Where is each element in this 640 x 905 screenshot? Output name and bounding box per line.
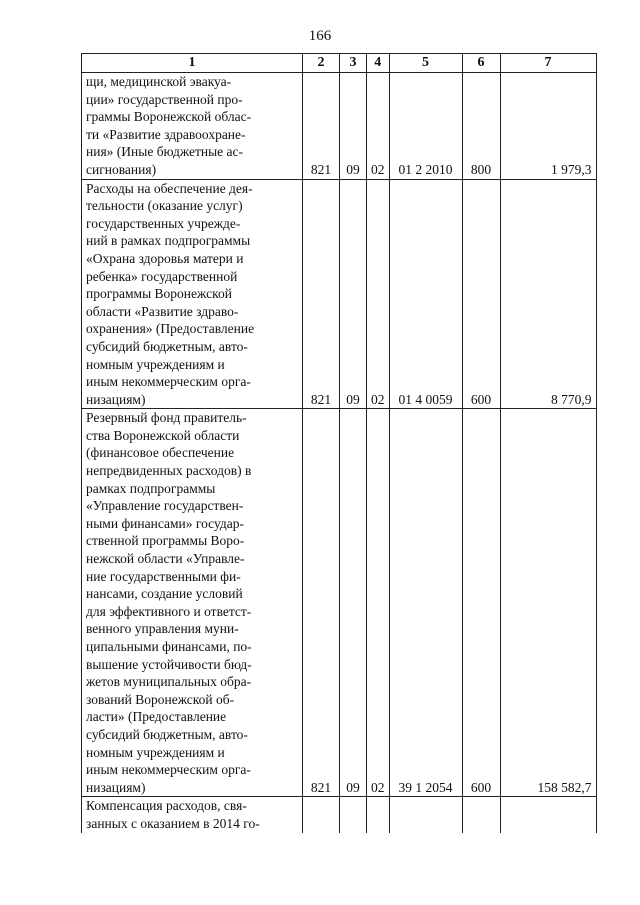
subsection-code-cell: 02 bbox=[367, 409, 390, 797]
description-line: ребенка» государственной bbox=[86, 268, 238, 284]
header-col-3: 3 bbox=[340, 54, 367, 73]
description-line: номным учреждениям и bbox=[86, 356, 225, 372]
description-line: тельности (оказание услуг) bbox=[86, 198, 243, 214]
table-row bbox=[82, 179, 597, 409]
budget-table bbox=[81, 53, 597, 833]
description-line: венного управления муни- bbox=[86, 621, 239, 637]
description-line: ние государственными фи- bbox=[86, 568, 241, 584]
target-article-code-cell: 39 1 2054 bbox=[389, 409, 462, 797]
header-col-4: 4 bbox=[367, 54, 390, 73]
table-row bbox=[82, 73, 597, 180]
expense-description bbox=[82, 179, 303, 409]
description-line: области «Развитие здраво- bbox=[86, 303, 239, 319]
description-line: номным учреждениям и bbox=[86, 744, 225, 760]
section-code-cell: 09 bbox=[340, 73, 367, 180]
header-col-1: 1 bbox=[82, 54, 303, 73]
description-line: рамках подпрограммы bbox=[86, 480, 216, 496]
description-line: щи, медицинской эвакуа- bbox=[86, 74, 232, 89]
description-line: ти «Развитие здравоохране- bbox=[86, 126, 246, 142]
description-line: ласти» (Предоставление bbox=[86, 709, 227, 725]
subsection-code-cell: 02 bbox=[367, 179, 390, 409]
amount-cell: 1 979,3 bbox=[500, 73, 596, 180]
description-line: ственной программы Воро- bbox=[86, 533, 245, 549]
ministry-code-cell: 821 bbox=[303, 179, 340, 409]
description-line: занных с оказанием в 2014 го- bbox=[86, 815, 260, 831]
description-line: охранения» (Предоставление bbox=[86, 321, 255, 337]
page-number: 166 bbox=[308, 28, 332, 44]
header-col-5: 5 bbox=[389, 54, 462, 73]
description-line: иным некоммерческим орга- bbox=[86, 374, 251, 390]
description-line: Резервный фонд правитель- bbox=[86, 410, 247, 426]
description-line: низациям) bbox=[86, 391, 146, 407]
expense-description bbox=[82, 73, 303, 180]
description-line: зований Воронежской об- bbox=[86, 691, 235, 707]
description-line: ными финансами» государ- bbox=[86, 515, 244, 531]
subsection-code-cell bbox=[367, 797, 390, 833]
description-line: для эффективного и ответст- bbox=[86, 603, 252, 619]
description-line: субсидий бюджетным, авто- bbox=[86, 338, 248, 354]
section-code-cell bbox=[340, 797, 367, 833]
description-line: (финансовое обеспечение bbox=[86, 445, 235, 461]
description-line: ний в рамках подпрограммы bbox=[86, 233, 251, 249]
description-line: «Управление государствен- bbox=[86, 498, 244, 514]
section-code-cell: 09 bbox=[340, 409, 367, 797]
description-line: нансами, создание условий bbox=[86, 586, 243, 602]
ministry-code-cell bbox=[303, 797, 340, 833]
table-row bbox=[82, 797, 597, 833]
header-col-7: 7 bbox=[500, 54, 596, 73]
amount-cell: 8 770,9 bbox=[500, 179, 596, 409]
description-line: государственных учрежде- bbox=[86, 215, 241, 231]
description-line: программы Воронежской bbox=[86, 286, 232, 302]
subsection-code-cell: 02 bbox=[367, 73, 390, 180]
description-line: субсидий бюджетным, авто- bbox=[86, 726, 248, 742]
description-line: жетов муниципальных обра- bbox=[86, 674, 252, 690]
description-line: Компенсация расходов, свя- bbox=[86, 798, 247, 814]
expense-description bbox=[82, 409, 303, 797]
header-col-6: 6 bbox=[462, 54, 500, 73]
ministry-code-cell: 821 bbox=[303, 73, 340, 180]
description-line: сигнования) bbox=[86, 161, 157, 177]
section-code-cell: 09 bbox=[340, 179, 367, 409]
description-line: Расходы на обеспечение дея- bbox=[86, 180, 253, 196]
expense-type-code-cell bbox=[462, 797, 500, 833]
description-line: ции» государственной про- bbox=[86, 91, 243, 107]
description-line: непредвиденных расходов) в bbox=[86, 463, 252, 479]
target-article-code-cell: 01 2 2010 bbox=[389, 73, 462, 180]
header-col-2: 2 bbox=[303, 54, 340, 73]
target-article-code-cell bbox=[389, 797, 462, 833]
ministry-code-cell: 821 bbox=[303, 409, 340, 797]
expense-type-code-cell: 600 bbox=[462, 179, 500, 409]
table-row bbox=[82, 409, 597, 797]
amount-cell: 158 582,7 bbox=[500, 409, 596, 797]
description-line: ния» (Иные бюджетные ас- bbox=[86, 144, 244, 160]
expense-description bbox=[82, 797, 303, 833]
description-line: ства Воронежской области bbox=[86, 427, 240, 443]
amount-cell bbox=[500, 797, 596, 833]
header-row bbox=[82, 54, 597, 73]
expense-type-code-cell: 600 bbox=[462, 409, 500, 797]
expense-type-code-cell: 800 bbox=[462, 73, 500, 180]
description-line: иным некоммерческим орга- bbox=[86, 762, 251, 778]
description-line: низациям) bbox=[86, 779, 146, 795]
description-line: «Охрана здоровья матери и bbox=[86, 250, 244, 266]
description-line: вышение устойчивости бюд- bbox=[86, 656, 252, 672]
description-line: нежской области «Управле- bbox=[86, 551, 245, 567]
target-article-code-cell: 01 4 0059 bbox=[389, 179, 462, 409]
description-line: ципальными финансами, по- bbox=[86, 639, 252, 654]
description-line: граммы Воронежской облас- bbox=[86, 109, 252, 125]
